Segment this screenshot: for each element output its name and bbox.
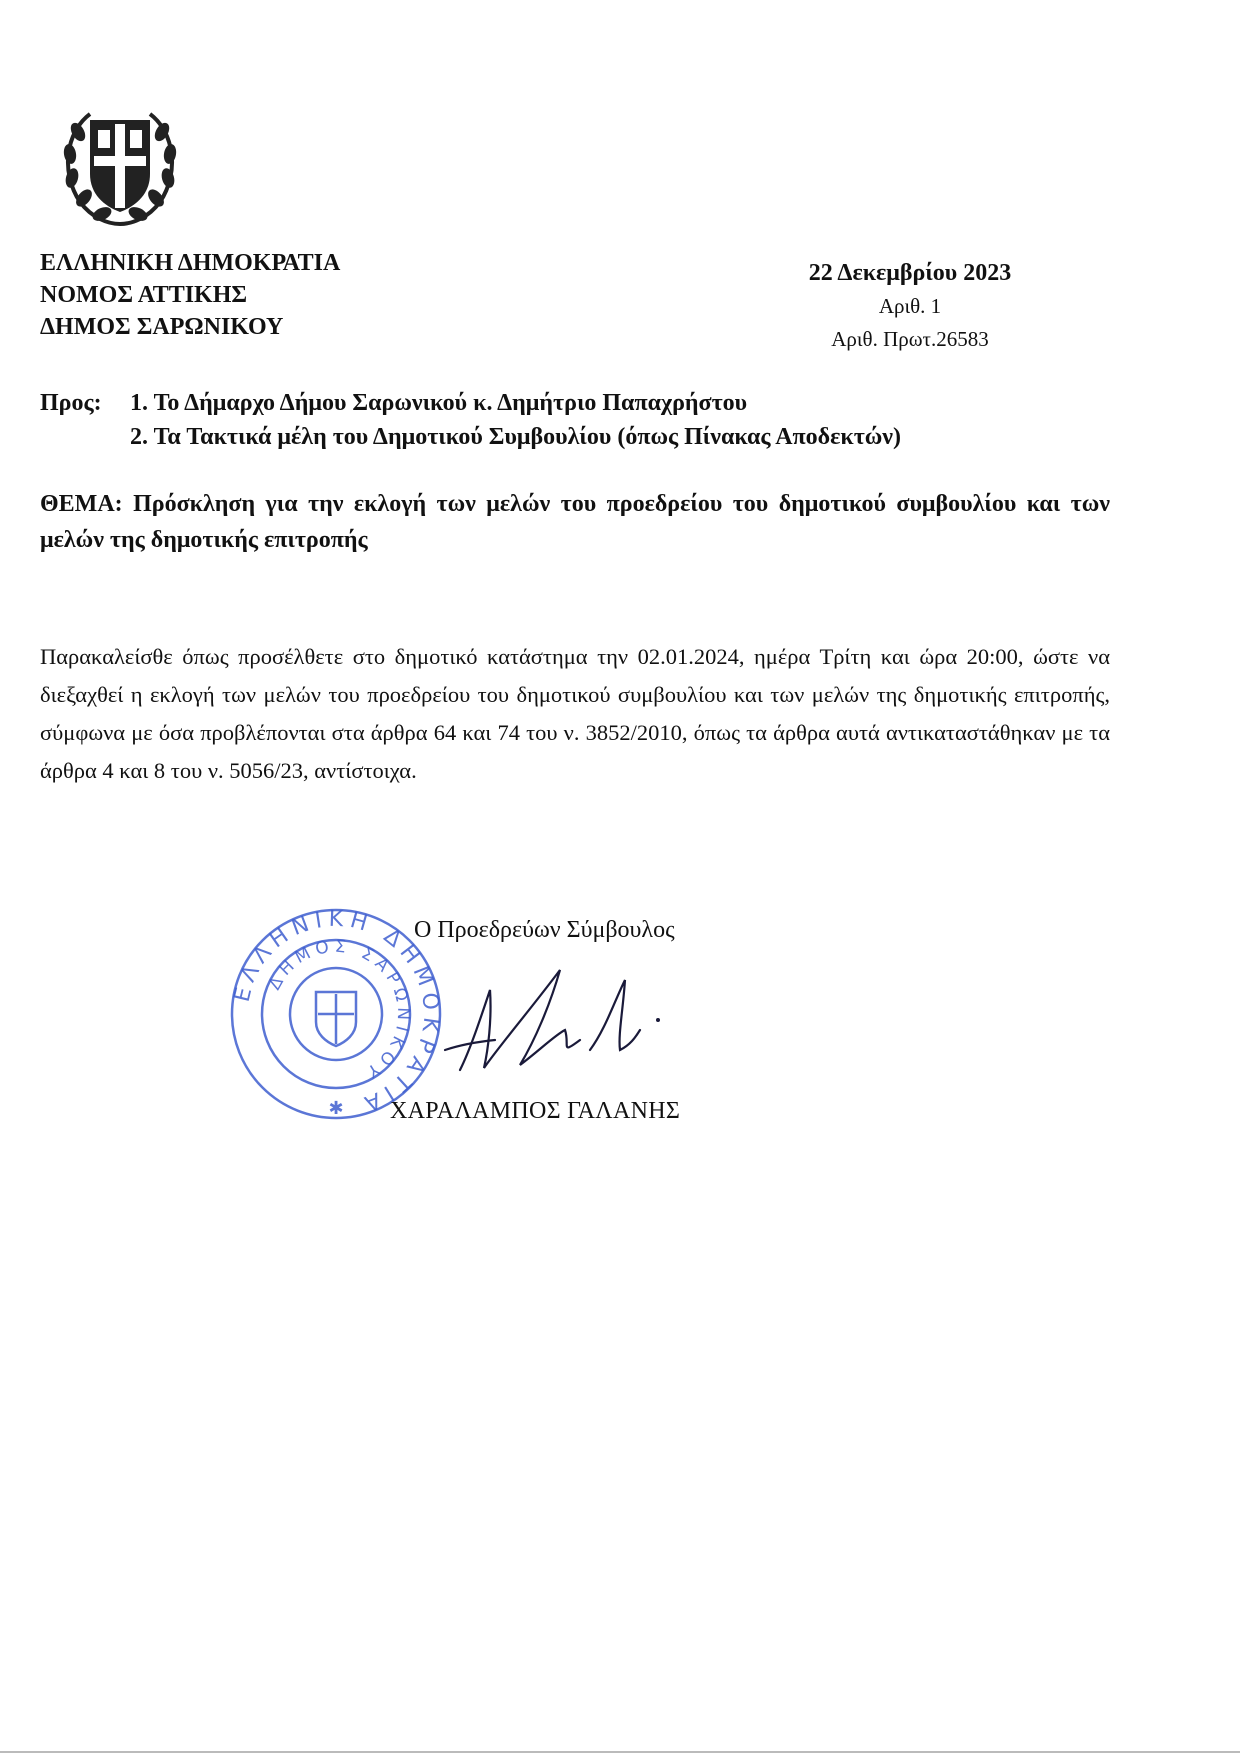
svg-text:ΕΛΛΗΝΙΚΗ ΔΗΜΟΚΡΑΤΙΑ: ΕΛΛΗΝΙΚΗ ΔΗΜΟΚΡΑΤΙΑ [229,906,444,1118]
issuer-country: ΕΛΛΗΝΙΚΗ ΔΗΜΟΚΡΑΤΙΑ [40,250,341,276]
recipient-item: 1. Το Δήμαρχο Δήμου Σαρωνικού κ. Δημήτριο Παπαχρήστου [130,390,748,416]
issuer-block [40,247,340,343]
handwritten-signature [440,950,670,1080]
body-paragraph: Παρακαλείσθε όπως προσέλθετε στο δημοτικό κατάστημα την 02.01.2024, ημέρα Τρίτη και ώρα 20:00, ώστε να διεξαχθεί η εκλογή των μελών του προεδρείου του δημοτικού συμβουλίου και των μελών της δημοτικής επιτροπής, σύμφωνα με όσα προβλέπονται στα άρθρα 64 και 74 του ν. 3852/2010, όπως τα άρθρα αυτά αντικαταστάθηκαν με τα άρθρα 4 και 8 του ν. 5056/23, αντίστοιχα. [40,644,1110,783]
issuer-municipality: ΔΗΜΟΣ ΣΑΡΩΝΙΚΟΥ [40,314,284,340]
recipients-block [40,386,901,454]
subject-line: ΘΕΜΑ: Πρόσκληση για την εκλογή των μελών του προεδρείου του δημοτικού συμβουλίου και των μελών της δημοτικής επιτροπής [40,491,1110,553]
signatory-title: Ο Προεδρεύων Σύμβουλος [414,917,675,943]
recipients-label: Προς: [40,390,102,416]
svg-text:ΔΗΜΟΣ ΣΑΡΩΝΙΚΟΥ: ΔΗΜΟΣ ΣΑΡΩΝΙΚΟΥ [264,936,414,1084]
coat-of-arms-emblem [50,92,190,232]
municipal-stamp [226,904,446,1124]
page-bottom-edge [0,1751,1240,1753]
protocol-number: Αριθ. Πρωτ.26583 [831,327,989,351]
recipient-item: 2. Τα Τακτικά μέλη του Δημοτικού Συμβουλίου (όπως Πίνακας Αποδεκτών) [130,424,902,450]
document-date: 22 Δεκεμβρίου 2023 [808,260,1012,286]
svg-text:✱: ✱ [328,1098,344,1119]
document-meta [760,257,1060,356]
signatory-name: ΧΑΡΑΛΑΜΠΟΣ ΓΑΛΑΝΗΣ [390,1098,681,1124]
issuer-prefecture: ΝΟΜΟΣ ΑΤΤΙΚΗΣ [40,282,248,308]
document-number: Αριθ. 1 [878,294,942,318]
